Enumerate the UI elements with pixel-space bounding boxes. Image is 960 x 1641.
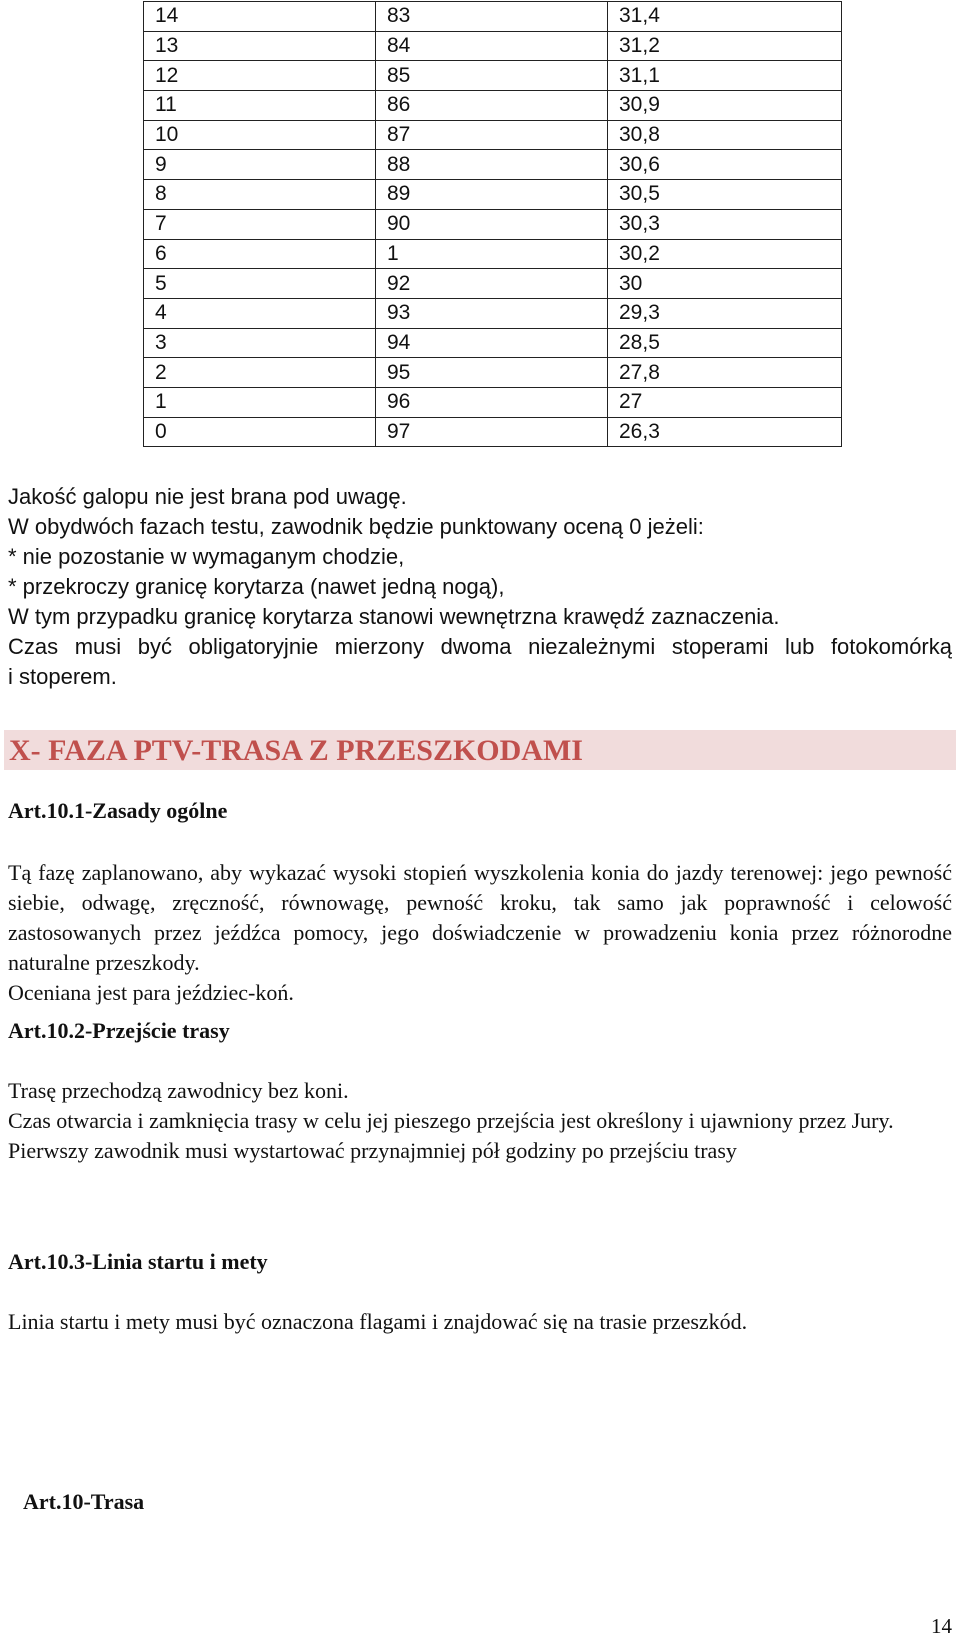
table-cell: 3 (144, 328, 376, 358)
table-cell: 84 (376, 31, 608, 61)
art-10-3-heading: Art.10.3-Linia startu i mety (8, 1249, 268, 1274)
table-cell: 97 (376, 417, 608, 447)
table-row (144, 2, 842, 32)
rules-block (8, 482, 952, 692)
score-table (143, 1, 842, 447)
table-row (144, 31, 842, 61)
art-10-1-heading: Art.10.1-Zasady ogólne (8, 798, 228, 823)
table-row (144, 61, 842, 91)
art-10-1-block (8, 858, 952, 1008)
table-cell: 88 (376, 150, 608, 180)
table-cell: 31,1 (608, 61, 842, 91)
art-10-2-line-1: Trasę przechodzą zawodnicy bez koni. (8, 1078, 349, 1103)
table-cell: 0 (144, 417, 376, 447)
table-cell: 93 (376, 298, 608, 328)
table-cell: 94 (376, 328, 608, 358)
zero-score-intro: W obydwóch fazach testu, zawodnik będzie punktowany oceną 0 jeżeli: (8, 514, 704, 539)
table-row (144, 150, 842, 180)
table-cell: 30,8 (608, 120, 842, 150)
table-cell: 95 (376, 358, 608, 388)
table-cell: 4 (144, 298, 376, 328)
table-row (144, 387, 842, 417)
table-row (144, 328, 842, 358)
table-row (144, 91, 842, 121)
table-cell: 92 (376, 269, 608, 299)
gallop-note: Jakość galopu nie jest brana pod uwagę. (8, 484, 407, 509)
table-cell: 12 (144, 61, 376, 91)
corridor-boundary-note: W tym przypadku granicę korytarza stanowi wewnętrzna krawędź zaznaczenia. (8, 604, 780, 629)
table-row (144, 209, 842, 239)
table-cell: 31,2 (608, 31, 842, 61)
table-cell: 87 (376, 120, 608, 150)
zero-score-bullet-2: * przekroczy granicę korytarza (nawet jedną nogą), (8, 574, 505, 599)
art-10-1-evaluated: Oceniana jest para jeździec-koń. (8, 980, 294, 1005)
art-10-2-block (8, 1076, 952, 1166)
table-cell: 1 (376, 239, 608, 269)
score-table-body (144, 2, 842, 447)
art-10-2-line-3: Pierwszy zawodnik musi wystartować przynajmniej pół godziny po przejściu trasy (8, 1138, 737, 1163)
table-row (144, 239, 842, 269)
table-cell: 31,4 (608, 2, 842, 32)
section-title: X- FAZA PTV-TRASA Z PRZESZKODAMI (9, 734, 583, 767)
table-cell: 9 (144, 150, 376, 180)
art-10-2-heading: Art.10.2-Przejście trasy (8, 1018, 230, 1043)
art-10-3-body: Linia startu i mety musi być oznaczona flagami i znajdować się na trasie przeszkód. (8, 1309, 748, 1334)
table-row (144, 298, 842, 328)
table-cell: 10 (144, 120, 376, 150)
table-cell: 2 (144, 358, 376, 388)
table-cell: 8 (144, 180, 376, 210)
art-10-3-block (8, 1307, 952, 1337)
art-10-1-body: Tą fazę zaplanowano, aby wykazać wysoki stopień wyszkolenia konia do jazdy terenowej: jego pewność siebie, odwagę, zręczność, równowagę, pewność kroku, tak samo jak poprawność i celowość zastosowanych przez jeźdźca pomocy, jego doświadczenie w prowadzeniu konia przez różnorodne naturalne przeszkody. (8, 860, 952, 975)
table-cell: 90 (376, 209, 608, 239)
page-number: 14 (931, 1614, 952, 1638)
table-cell: 96 (376, 387, 608, 417)
table-row (144, 358, 842, 388)
art-10-2-line-2: Czas otwarcia i zamknięcia trasy w celu jej pieszego przejścia jest określony i ujawniony przez Jury. (8, 1108, 894, 1133)
table-cell: 27,8 (608, 358, 842, 388)
table-cell: 29,3 (608, 298, 842, 328)
timing-rule-line-1: Czas musi być obligatoryjnie mierzony dwoma niezależnymi stoperami lub fotokomórką (8, 634, 952, 659)
table-cell: 30,6 (608, 150, 842, 180)
table-cell: 1 (144, 387, 376, 417)
table-cell: 30,9 (608, 91, 842, 121)
table-cell: 89 (376, 180, 608, 210)
table-cell: 30 (608, 269, 842, 299)
table-cell: 26,3 (608, 417, 842, 447)
table-cell: 27 (608, 387, 842, 417)
table-cell: 30,3 (608, 209, 842, 239)
table-cell: 30,5 (608, 180, 842, 210)
art-10-heading: Art.10-Trasa (23, 1489, 145, 1514)
table-row (144, 120, 842, 150)
table-row (144, 417, 842, 447)
table-cell: 7 (144, 209, 376, 239)
zero-score-bullet-1: * nie pozostanie w wymaganym chodzie, (8, 544, 405, 569)
table-cell: 11 (144, 91, 376, 121)
table-cell: 28,5 (608, 328, 842, 358)
table-cell: 30,2 (608, 239, 842, 269)
table-cell: 6 (144, 239, 376, 269)
timing-rule-line-2: i stoperem. (8, 664, 117, 689)
table-cell: 85 (376, 61, 608, 91)
table-cell: 14 (144, 2, 376, 32)
table-row (144, 269, 842, 299)
table-row (144, 180, 842, 210)
table-cell: 86 (376, 91, 608, 121)
table-cell: 5 (144, 269, 376, 299)
table-cell: 83 (376, 2, 608, 32)
table-cell: 13 (144, 31, 376, 61)
